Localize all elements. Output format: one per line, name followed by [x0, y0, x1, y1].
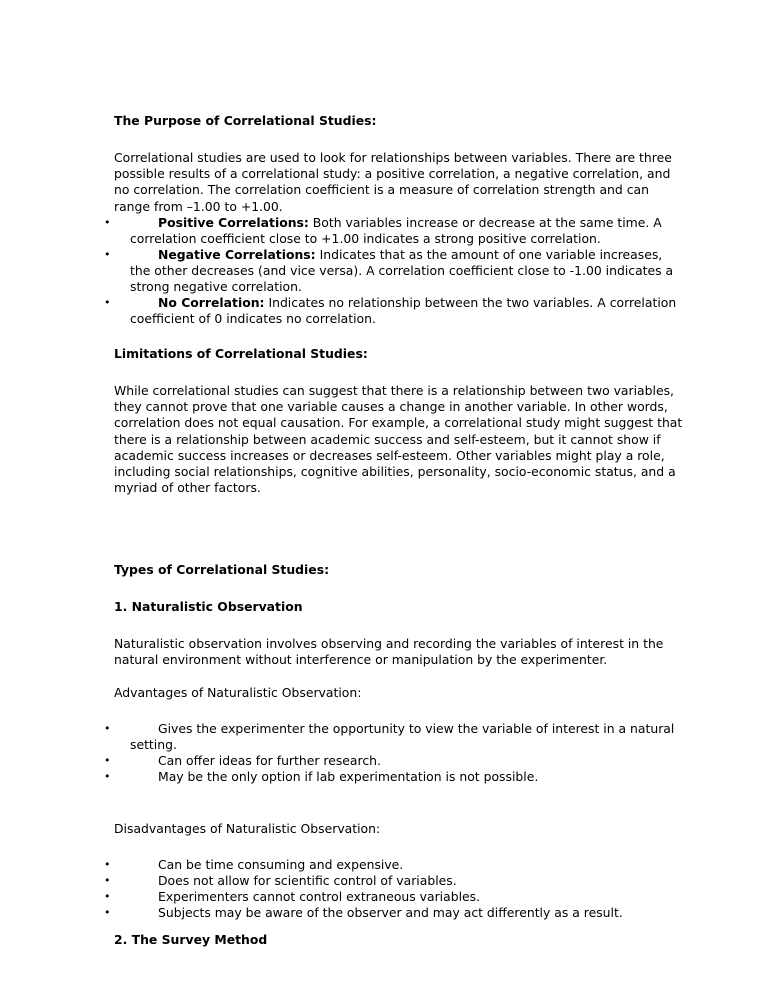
list-item-term: No Correlation: [158, 295, 265, 310]
list-item-term: Positive Correlations: [158, 215, 309, 230]
bullet-icon: • [104, 890, 111, 903]
list-item-text: Can be time consuming and expensive. [158, 857, 404, 872]
list-item [106, 769, 686, 785]
list-item [106, 873, 686, 889]
survey-heading: 2. The Survey Method [114, 932, 268, 947]
list-item-text: Indicates no relationship between the two variables. A correlation coefficient of 0 indicates no correlation. [130, 295, 677, 327]
list-item-term: Negative Correlations: [158, 247, 316, 262]
limitations-heading: Limitations of Correlational Studies: [114, 346, 368, 361]
list-item-text: May be the only option if lab experimentation is not possible. [158, 769, 539, 784]
bullet-icon: • [104, 858, 111, 871]
list-item-text: Gives the experimenter the opportunity to view the variable of interest in a natural setting. [130, 721, 675, 753]
bullet-icon: • [104, 874, 111, 887]
list-item-text: Subjects may be aware of the observer and may act differently as a result. [158, 905, 623, 920]
list-item [106, 215, 686, 247]
bullet-icon: • [104, 296, 111, 309]
list-item-text: Both variables increase or decrease at the same time. A correlation coefficient close to +1.00 indicates a strong positive correlation. [130, 215, 662, 247]
purpose-heading: The Purpose of Correlational Studies: [114, 113, 377, 128]
naturalistic-text: Naturalistic observation involves observing and recording the variables of interest in the natural environment without interference or manipulation by the experimenter. [114, 636, 664, 668]
list-item [106, 295, 686, 327]
list-item [106, 753, 686, 769]
naturalistic-heading: 1. Naturalistic Observation [114, 599, 303, 614]
list-item-text: Can offer ideas for further research. [158, 753, 381, 768]
bullet-icon: • [104, 216, 111, 229]
list-item-text: Does not allow for scientific control of variables. [158, 873, 457, 888]
disadvantages-label: Disadvantages of Naturalistic Observation: [114, 821, 381, 836]
list-item [106, 721, 686, 753]
bullet-icon: • [104, 906, 111, 919]
list-item [106, 857, 686, 873]
list-item [106, 889, 686, 905]
bullet-icon: • [104, 770, 111, 783]
list-item-text: Experimenters cannot control extraneous variables. [158, 889, 481, 904]
bullet-icon: • [104, 754, 111, 767]
bullet-icon: • [104, 722, 111, 735]
purpose-intro: Correlational studies are used to look for relationships between variables. There are three possible results of a correlational study: a positive correlation, a negative correlation, and no correlation. The correlation coefficient is a measure of correlation strength and can range from –1.00 to +1.00. [114, 150, 672, 214]
list-item [106, 905, 686, 921]
list-item-text: Indicates that as the amount of one variable increases, the other decreases (and vice versa). A correlation coefficient close to -1.00 indicates a strong negative correlation. [130, 247, 674, 295]
types-heading: Types of Correlational Studies: [114, 562, 330, 577]
list-item [106, 247, 686, 296]
advantages-label: Advantages of Naturalistic Observation: [114, 685, 362, 700]
limitations-text: While correlational studies can suggest that there is a relationship between two variables, they cannot prove that one variable causes a change in another variable. In other words, correlation does not equal causation. For example, a correlational study might suggest that there is a relationship between academic success and self-esteem, but it cannot show if academic success increases or decreases self-esteem. Other variables might play a role, including social relationships, cognitive abilities, personality, socio-economic status, and a myriad of other factors. [114, 383, 683, 496]
bullet-icon: • [104, 248, 111, 261]
